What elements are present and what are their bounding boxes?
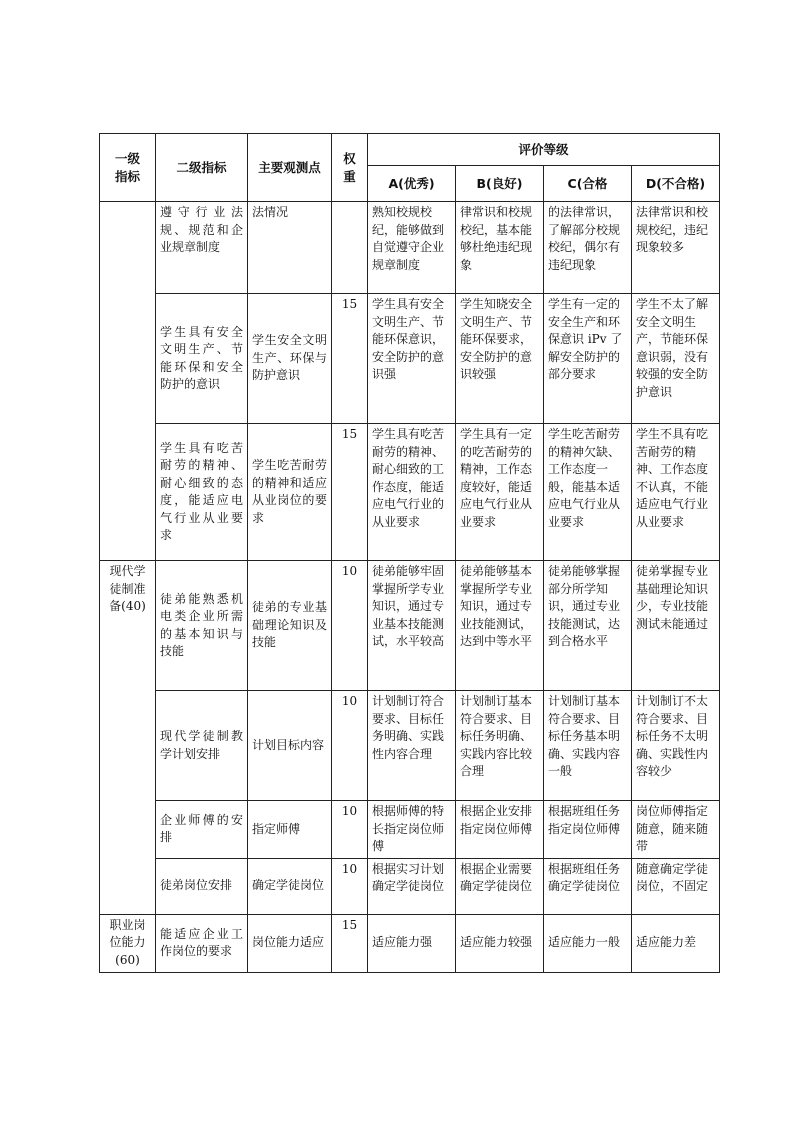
grade-d: 适应能力差 bbox=[632, 914, 720, 972]
grade-a: 徒弟能够牢固掌握所学专业知识，通过专业基本技能测试，水平较高 bbox=[368, 561, 456, 691]
table-row bbox=[100, 691, 720, 801]
evaluation-table bbox=[99, 133, 720, 973]
table-row bbox=[100, 914, 720, 972]
grade-b: 徒弟能够基本掌握所学专业知识，通过专业技能测试，达到中等水平 bbox=[456, 561, 544, 691]
group-cell-empty bbox=[100, 202, 156, 561]
header-grade-c: C(合格 bbox=[544, 166, 632, 202]
second-indicator: 学生具有吃苦耐劳的精神、耐心细致的态度，能适应电气行业从业要求 bbox=[156, 424, 248, 561]
table-row bbox=[100, 561, 720, 691]
table-row bbox=[100, 858, 720, 914]
second-indicator: 徒弟能熟悉机电类企业所需的基本知识与技能 bbox=[156, 561, 248, 691]
second-indicator: 徒弟岗位安排 bbox=[156, 858, 248, 914]
weight bbox=[332, 202, 368, 294]
grade-d: 学生不具有吃苦耐劳的精神、工作态度不认真，不能适应电气行业从业要求 bbox=[632, 424, 720, 561]
table-row bbox=[100, 202, 720, 294]
header-grade-d: D(不合格) bbox=[632, 166, 720, 202]
grade-c: 根据班组任务指定岗位师傅 bbox=[544, 801, 632, 859]
observe-point: 徒弟的专业基础理论知识及技能 bbox=[248, 561, 332, 691]
grade-d: 法律常识和校规校纪，违纪现象较多 bbox=[632, 202, 720, 294]
grade-b: 学生知晓安全文明生产、节能环保要求，安全防护的意识较强 bbox=[456, 294, 544, 424]
observe-point: 计划目标内容 bbox=[248, 691, 332, 801]
weight: 10 bbox=[332, 858, 368, 914]
observe-point: 学生吃苦耐劳的精神和适应从业岗位的要求 bbox=[248, 424, 332, 561]
header-level2: 二级指标 bbox=[156, 134, 248, 202]
grade-c: 计划制订基本符合要求、目标任务基本明确、实践内容一般 bbox=[544, 691, 632, 801]
grade-b: 根据企业需要确定学徒岗位 bbox=[456, 858, 544, 914]
weight: 10 bbox=[332, 561, 368, 691]
weight: 10 bbox=[332, 691, 368, 801]
grade-d: 随意确定学徒岗位，不固定 bbox=[632, 858, 720, 914]
grade-c: 徒弟能够掌握部分所学知识，通过专业技能测试，达到合格水平 bbox=[544, 561, 632, 691]
grade-c: 学生有一定的安全生产和环保意识 iPv 了解安全防护的部分要求 bbox=[544, 294, 632, 424]
header-grade-title: 评价等级 bbox=[368, 134, 720, 166]
weight: 15 bbox=[332, 294, 368, 424]
grade-b: 根据企业安排指定岗位师傅 bbox=[456, 801, 544, 859]
grade-d: 学生不太了解安全文明生产，节能环保意识弱，没有较强的安全防护意识 bbox=[632, 294, 720, 424]
second-indicator: 能适应企业工作岗位的要求 bbox=[156, 914, 248, 972]
grade-a: 计划制订符合要求、目标任务明确、实践性内容合理 bbox=[368, 691, 456, 801]
second-indicator: 企业师傅的安排 bbox=[156, 801, 248, 859]
grade-a: 学生具有吃苦耐劳的精神、耐心细致的工作态度，能适应电气行业的从业要求 bbox=[368, 424, 456, 561]
grade-c: 根据班组任务确定学徒岗位 bbox=[544, 858, 632, 914]
grade-a: 适应能力强 bbox=[368, 914, 456, 972]
grade-c: 的法律常识，了解部分校规校纪，偶尔有违纪现象 bbox=[544, 202, 632, 294]
table-row bbox=[100, 801, 720, 859]
grade-d: 徒弟掌握专业基础理论知识少，专业技能测试未能通过 bbox=[632, 561, 720, 691]
observe-point: 指定师傅 bbox=[248, 801, 332, 859]
second-indicator: 现代学徒制教学计划安排 bbox=[156, 691, 248, 801]
header-weight: 权 重 bbox=[332, 134, 368, 202]
grade-d: 计划制订不太符合要求、目标任务不太明确、实践性内容较少 bbox=[632, 691, 720, 801]
table-row bbox=[100, 424, 720, 561]
header-grade-a: A(优秀) bbox=[368, 166, 456, 202]
header-grade-b: B(良好) bbox=[456, 166, 544, 202]
grade-c: 学生吃苦耐劳的精神欠缺、工作态度一般，能基本适应电气行业从业要求 bbox=[544, 424, 632, 561]
grade-a: 根据实习计划确定学徒岗位 bbox=[368, 858, 456, 914]
observe-point: 学生安全文明生产、环保与防护意识 bbox=[248, 294, 332, 424]
grade-b: 律常识和校规校纪，基本能够杜绝违纪现象 bbox=[456, 202, 544, 294]
grade-a: 根据师傅的特长指定岗位师傅 bbox=[368, 801, 456, 859]
observe-point: 确定学徒岗位 bbox=[248, 858, 332, 914]
table-row bbox=[100, 294, 720, 424]
observe-point: 岗位能力适应 bbox=[248, 914, 332, 972]
grade-c: 适应能力一般 bbox=[544, 914, 632, 972]
grade-b: 计划制订基本符合要求、目标任务明确、实践内容比较合理 bbox=[456, 691, 544, 801]
grade-a: 熟知校规校纪，能够做到自觉遵守企业规章制度 bbox=[368, 202, 456, 294]
grade-d: 岗位师傅指定随意，随来随带 bbox=[632, 801, 720, 859]
weight: 10 bbox=[332, 801, 368, 859]
second-indicator: 学生具有安全文明生产、节能环保和安全防护的意识 bbox=[156, 294, 248, 424]
grade-b: 学生具有一定的吃苦耐劳的精神，工作态度较好，能适应电气行业从业要求 bbox=[456, 424, 544, 561]
grade-b: 适应能力较强 bbox=[456, 914, 544, 972]
observe-point: 法情况 bbox=[248, 202, 332, 294]
header-level1: 一级 指标 bbox=[100, 134, 156, 202]
second-indicator: 遵守行业法规、规范和企业规章制度 bbox=[156, 202, 248, 294]
group-label-job-ability: 职业岗 位能力 (60) bbox=[100, 914, 156, 972]
weight: 15 bbox=[332, 424, 368, 561]
header-observe: 主要观测点 bbox=[248, 134, 332, 202]
grade-a: 学生具有安全文明生产、节能环保意识，安全防护的意识强 bbox=[368, 294, 456, 424]
weight: 15 bbox=[332, 914, 368, 972]
group-label-apprentice: 现代学 徒制准 备(40) bbox=[100, 561, 156, 915]
